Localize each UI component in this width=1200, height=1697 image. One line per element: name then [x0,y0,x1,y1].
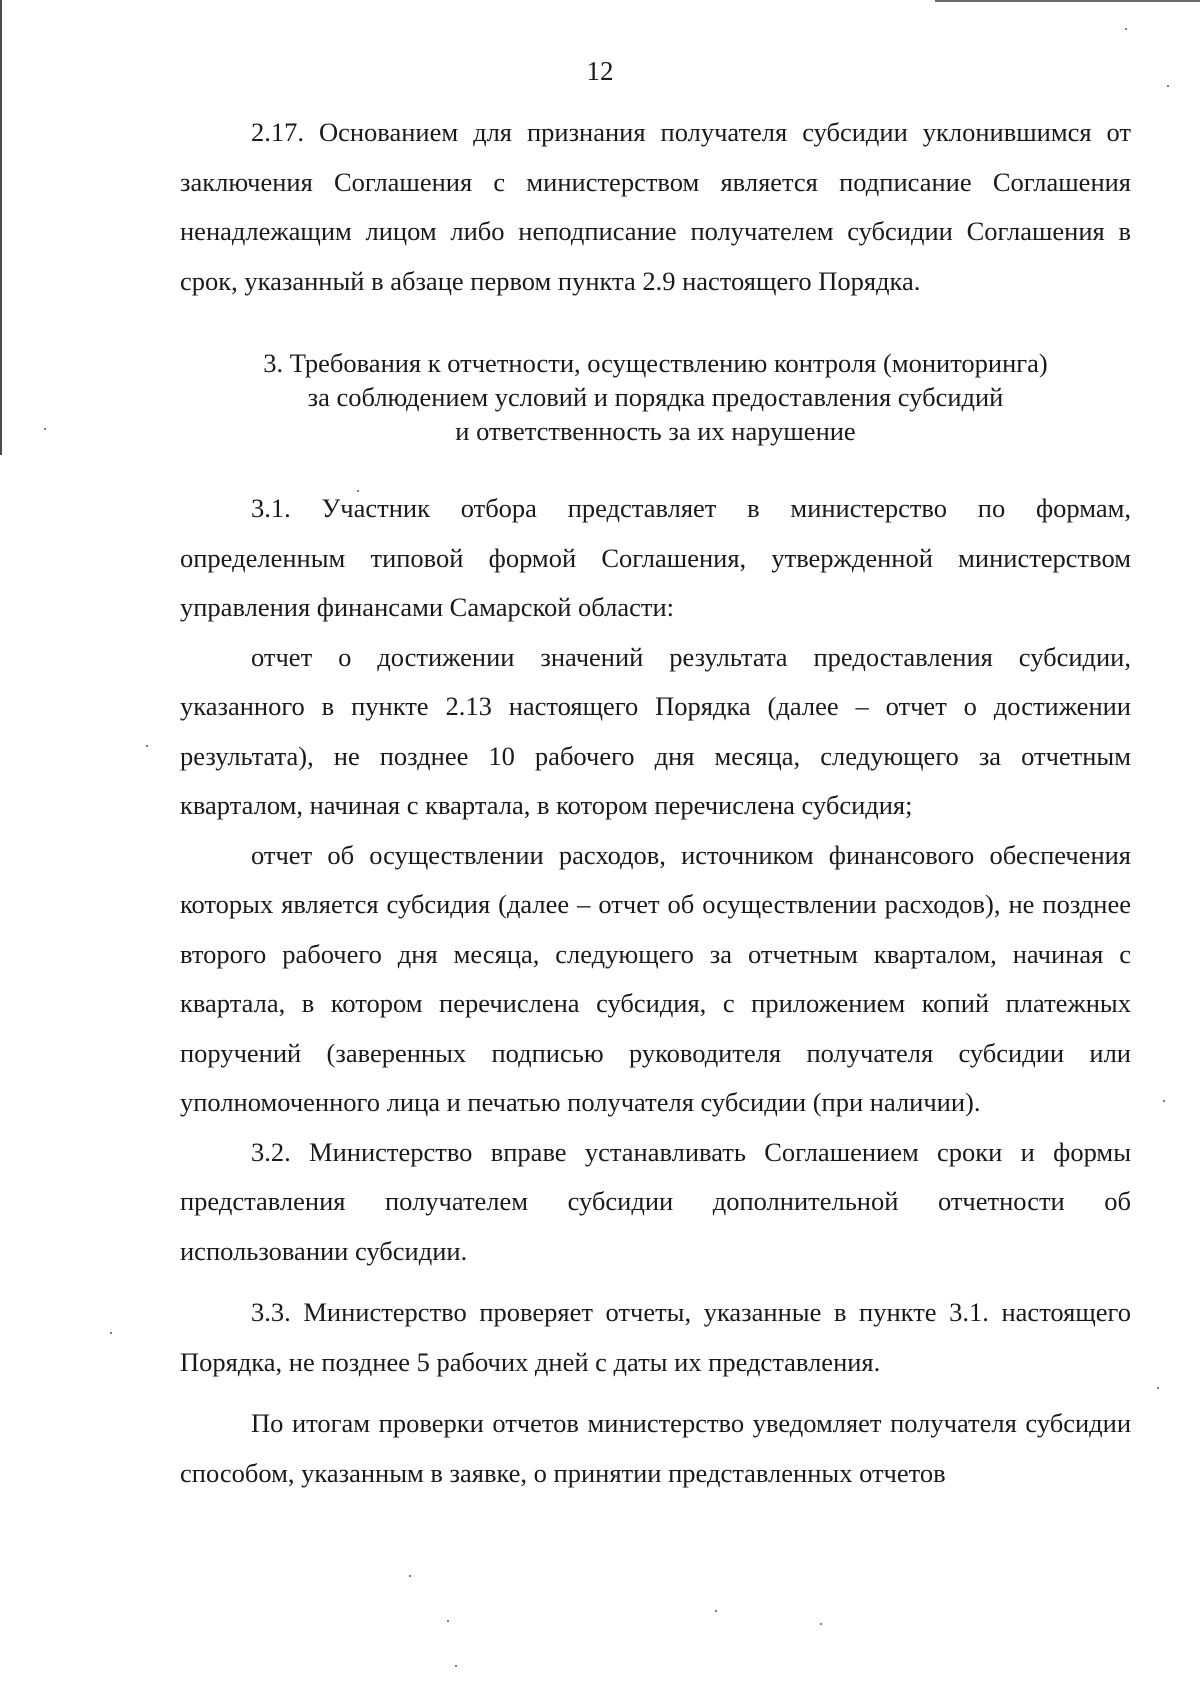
section-heading [180,346,1131,448]
scan-speck [357,490,359,492]
section-heading-line: за соблюдением условий и порядка предоставления субсидий [307,382,1004,412]
page-number: 12 [586,56,614,86]
scan-speck [409,1575,411,1577]
document-body [180,108,1131,1498]
scan-speck [1163,1100,1165,1102]
paragraph-2-17: 2.17. Основанием для признания получателя субсидии уклонившимся от заключения Соглашения с министерством является подписание Соглашения ненадлежащим лицом либо неподписание получателем субсидии Соглашения в срок, указанный в абзаце первом пункта 2.9 настоящего Порядка. [180,117,1131,296]
section-heading-line: и ответственность за их нарушение [455,416,856,446]
paragraph-report-expenses: отчет об осуществлении расходов, источником финансового обеспечения которых является субсидия (далее – отчет об осуществлении расходов), не позднее второго рабочего дня месяца, следующего за отчетным кварталом, начиная с квартала, в котором перечислена субсидия, с приложением копий платежных поручений (заверенных подписью руководителя получателя субсидии или уполномоченного лица и печатью получателя субсидии (при наличии). [180,839,1131,1117]
paragraph-3-1: 3.1. Участник отбора представляет в министерство по формам, определенным типовой формой Соглашения, утвержденной министерством управления финансами Самарской области: [180,493,1131,622]
section-heading-line: 3. Требования к отчетности, осуществлению контроля (мониторинга) [263,348,1048,378]
scan-edge-top [935,0,1200,2]
scan-speck [820,1623,822,1625]
scan-speck [447,1620,449,1622]
paragraph-3-3: 3.3. Министерство проверяет отчеты, указанные в пункте 3.1. настоящего Порядка, не позднее 5 рабочих дней с даты их представления. [180,1297,1131,1377]
scan-speck [146,745,148,747]
scan-speck [110,1332,112,1334]
scan-speck [1157,1387,1159,1389]
scan-speck [455,1665,457,1667]
scan-speck [715,1610,717,1612]
paragraph-check-results: По итогам проверки отчетов министерство уведомляет получателя субсидии способом, указанным в заявке, о принятии представленных отчетов [180,1408,1131,1488]
scan-speck [1167,85,1169,87]
paragraph-3-2: 3.2. Министерство вправе устанавливать Соглашением сроки и формы представления получателем субсидии дополнительной отчетности об использовании субсидии. [180,1136,1131,1266]
scan-speck [1125,28,1127,30]
scan-speck [44,428,46,430]
paragraph-report-result: отчет о достижении значений результата предоставления субсидии, указанного в пункте 2.13 настоящего Порядка (далее – отчет о достижении результата), не позднее 10 рабочего дня месяца, следующего за отчетным кварталом, начиная с квартала, в котором перечислена субсидия; [180,641,1131,820]
